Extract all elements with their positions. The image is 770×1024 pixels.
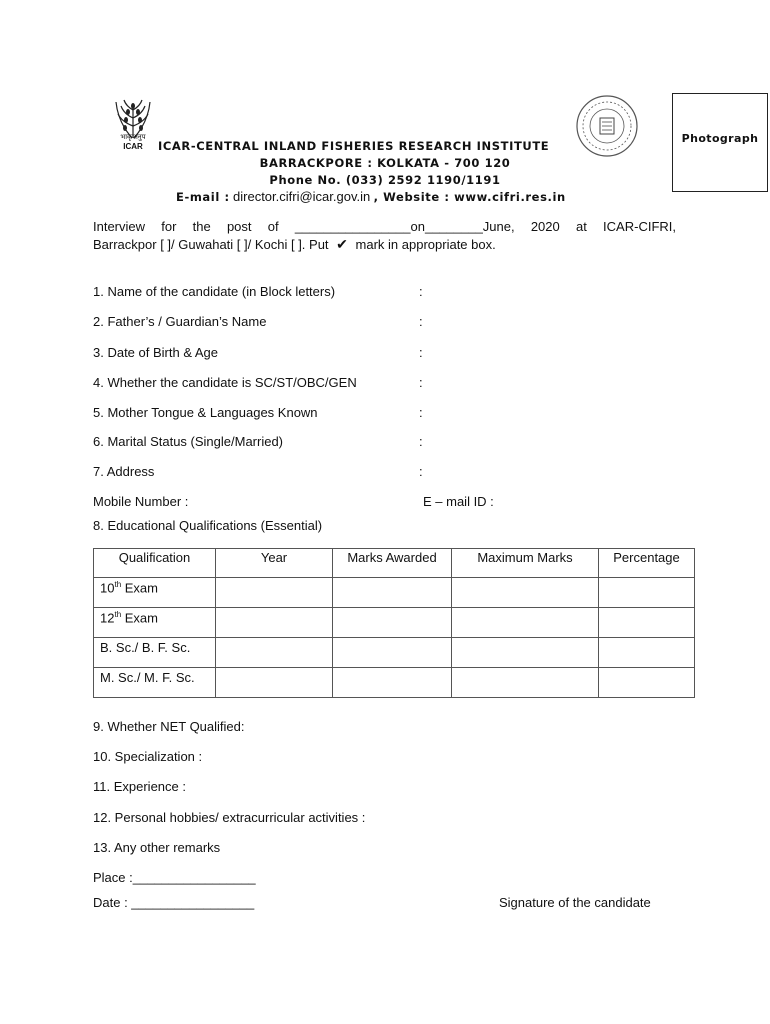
check-mark-icon: ✔ <box>336 236 348 252</box>
seal-emblem-icon <box>575 94 639 158</box>
marks-cell[interactable] <box>333 578 452 608</box>
year-cell[interactable] <box>216 608 333 638</box>
qual-base: 12 <box>100 610 115 626</box>
field-category-input[interactable]: : <box>419 375 423 390</box>
table-row <box>94 608 695 638</box>
col-marks-awarded: Marks Awarded <box>333 549 452 578</box>
table-header-row <box>94 549 695 578</box>
education-table <box>93 548 695 698</box>
interview-post-line: Interview for the post of ________________on________June, 2020 at ICAR-CIFRI, <box>93 219 676 234</box>
max-marks-cell[interactable] <box>452 668 599 698</box>
photograph-label: Photograph <box>681 132 759 145</box>
field-specialization[interactable]: 10. Specialization : <box>93 749 203 764</box>
qual-sup: th <box>114 610 122 619</box>
institute-name: ICAR-CENTRAL INLAND FISHERIES RESEARCH INSTITUTE <box>158 139 550 153</box>
field-experience[interactable]: 11. Experience : <box>93 779 186 794</box>
institute-seal <box>575 94 639 158</box>
marks-cell[interactable] <box>333 608 452 638</box>
qualification-cell <box>94 668 216 698</box>
icar-logo <box>112 96 154 154</box>
field-hobbies[interactable]: 12. Personal hobbies/ extracurricular activities : <box>93 810 366 825</box>
date-field[interactable]: Date : _________________ <box>93 895 255 910</box>
field-guardian-name-input[interactable]: : <box>419 314 423 329</box>
interview-location-line <box>93 236 496 253</box>
field-candidate-name: 1. Name of the candidate (in Block letters) <box>93 284 336 299</box>
institute-phone: Phone No. (033) 2592 1190/1191 <box>269 173 501 187</box>
year-cell[interactable] <box>216 638 333 668</box>
percentage-cell[interactable] <box>599 608 695 638</box>
qual-base: M. Sc./ M. F. Sc. <box>100 670 195 685</box>
field-languages: 5. Mother Tongue & Languages Known <box>93 405 318 420</box>
institute-address: BARRACKPORE : KOLKATA - 700 120 <box>259 156 511 170</box>
qualification-cell <box>94 578 216 608</box>
logo-text-hindi: भाकृअनुप <box>120 134 146 141</box>
website-label: , Website : www.cifri.res.in <box>373 190 566 204</box>
education-title: 8. Educational Qualifications (Essential) <box>93 518 323 533</box>
max-marks-cell[interactable] <box>452 608 599 638</box>
field-net-qualified[interactable]: 9. Whether NET Qualified: <box>93 719 245 734</box>
institute-email: director.cifri@icar.gov.in <box>233 189 371 204</box>
field-dob-age: 3. Date of Birth & Age <box>93 345 219 360</box>
field-remarks[interactable]: 13. Any other remarks <box>93 840 221 855</box>
qual-rest: Exam <box>121 610 158 626</box>
year-cell[interactable] <box>216 578 333 608</box>
field-candidate-name-input[interactable]: : <box>419 284 423 299</box>
field-guardian-name: 2. Father’s / Guardian’s Name <box>93 314 267 329</box>
table-row <box>94 578 695 608</box>
percentage-cell[interactable] <box>599 578 695 608</box>
max-marks-cell[interactable] <box>452 638 599 668</box>
max-marks-cell[interactable] <box>452 578 599 608</box>
field-address-input[interactable]: : <box>419 464 423 479</box>
table-row <box>94 638 695 668</box>
field-dob-age-input[interactable]: : <box>419 345 423 360</box>
percentage-cell[interactable] <box>599 638 695 668</box>
marks-cell[interactable] <box>333 668 452 698</box>
col-qualification: Qualification <box>94 549 216 578</box>
col-percentage: Percentage <box>599 549 695 578</box>
marks-cell[interactable] <box>333 638 452 668</box>
qual-base: B. Sc./ B. F. Sc. <box>100 640 191 655</box>
year-cell[interactable] <box>216 668 333 698</box>
field-address: 7. Address <box>93 464 155 479</box>
email-label: E-mail : <box>176 190 230 204</box>
field-marital-status-input[interactable]: : <box>419 434 423 449</box>
location-instruction: mark in appropriate box. <box>355 237 496 252</box>
field-mobile[interactable]: Mobile Number : <box>93 494 189 509</box>
field-marital-status: 6. Marital Status (Single/Married) <box>93 434 284 449</box>
logo-text-icar: ICAR <box>123 142 143 151</box>
field-email[interactable]: E – mail ID : <box>423 494 494 509</box>
qual-base: 10 <box>100 580 115 596</box>
table-row <box>94 668 695 698</box>
signature-label: Signature of the candidate <box>499 895 651 910</box>
qualification-cell <box>94 638 216 668</box>
qualification-cell <box>94 608 216 638</box>
place-field[interactable]: Place :_________________ <box>93 870 256 885</box>
percentage-cell[interactable] <box>599 668 695 698</box>
col-maximum-marks: Maximum Marks <box>452 549 599 578</box>
field-category: 4. Whether the candidate is SC/ST/OBC/GEN <box>93 375 357 390</box>
qual-rest: Exam <box>121 580 158 596</box>
location-options: Barrackpor [ ]/ Guwahati [ ]/ Kochi [ ]. Put <box>93 237 329 252</box>
qual-sup: th <box>114 580 122 589</box>
photograph-box[interactable] <box>672 93 768 192</box>
col-year: Year <box>216 549 333 578</box>
institute-contact-line <box>176 189 566 204</box>
field-languages-input[interactable]: : <box>419 405 423 420</box>
